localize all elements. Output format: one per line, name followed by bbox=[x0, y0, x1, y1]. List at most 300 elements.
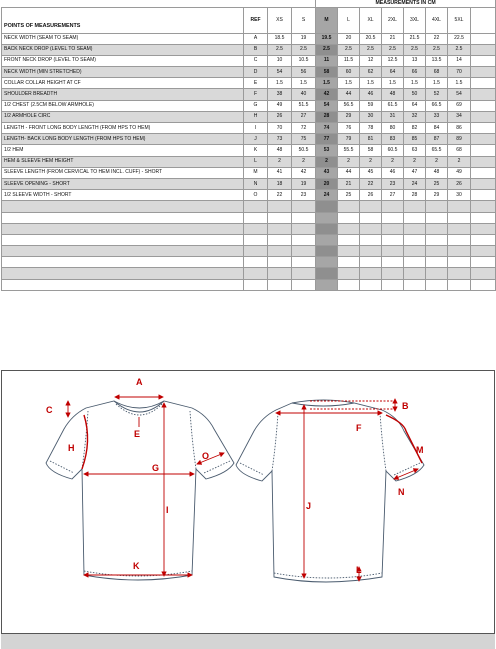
table-row bbox=[2, 44, 496, 55]
label-c: C bbox=[46, 405, 53, 415]
size-value: 2 bbox=[426, 156, 448, 167]
label-m: M bbox=[416, 445, 424, 455]
size-value: 21 bbox=[338, 178, 360, 189]
table-row bbox=[2, 78, 496, 89]
ref-code: J bbox=[244, 134, 268, 145]
size-value: 19 bbox=[292, 33, 316, 44]
size-value: 2.5 bbox=[404, 44, 426, 55]
size-value: 56 bbox=[292, 67, 316, 78]
blank-row bbox=[2, 246, 496, 257]
empty-cell bbox=[2, 257, 244, 268]
size-value: 51.5 bbox=[292, 100, 316, 111]
size-value: 49 bbox=[448, 167, 471, 178]
size-value: 34 bbox=[448, 111, 471, 122]
size-value: 50 bbox=[404, 89, 426, 100]
empty-cell bbox=[292, 201, 316, 212]
size-value: 2.5 bbox=[316, 44, 338, 55]
empty-cell bbox=[471, 212, 496, 223]
empty-cell bbox=[471, 167, 496, 178]
size-value: 76 bbox=[338, 123, 360, 134]
empty-cell bbox=[268, 279, 292, 290]
size-value: 2 bbox=[316, 156, 338, 167]
empty-cell bbox=[338, 279, 360, 290]
size-value: 68 bbox=[448, 145, 471, 156]
empty-cell bbox=[448, 212, 471, 223]
size-value: 21 bbox=[382, 33, 404, 44]
label-o: O bbox=[202, 451, 210, 461]
ref-code: N bbox=[244, 178, 268, 189]
size-value: 69 bbox=[448, 100, 471, 111]
back-tshirt-outline bbox=[236, 400, 424, 582]
size-value: 19.5 bbox=[316, 33, 338, 44]
table-row bbox=[2, 67, 496, 78]
empty-cell bbox=[244, 268, 268, 279]
size-value: 22 bbox=[268, 190, 292, 201]
size-value: 64 bbox=[404, 100, 426, 111]
empty-cell bbox=[316, 212, 338, 223]
size-value: 19 bbox=[292, 178, 316, 189]
ref-code: A bbox=[244, 33, 268, 44]
label-n: N bbox=[398, 487, 405, 497]
empty-cell bbox=[2, 268, 244, 279]
empty-cell bbox=[2, 279, 244, 290]
size-value: 1.5 bbox=[448, 78, 471, 89]
empty-cell bbox=[2, 223, 244, 234]
size-value: 46 bbox=[382, 167, 404, 178]
size-value: 20.5 bbox=[360, 33, 382, 44]
empty-cell bbox=[426, 268, 448, 279]
empty-cell bbox=[360, 223, 382, 234]
size-value: 1.5 bbox=[292, 78, 316, 89]
empty-cell bbox=[471, 111, 496, 122]
empty-cell bbox=[426, 212, 448, 223]
empty-cell bbox=[471, 78, 496, 89]
measurement-label: NECK WIDTH (MIN STRETCHED) bbox=[2, 67, 244, 78]
measurement-label: 1/2 HEM bbox=[2, 145, 244, 156]
empty-cell bbox=[448, 279, 471, 290]
size-value: 23 bbox=[292, 190, 316, 201]
size-value: 29 bbox=[426, 190, 448, 201]
size-value: 2.5 bbox=[338, 44, 360, 55]
empty-cell bbox=[471, 201, 496, 212]
measurement-label: 1/2 CHEST (2.5CM BELOW ARMHOLE) bbox=[2, 100, 244, 111]
size-value: 32 bbox=[404, 111, 426, 122]
size-value: 14 bbox=[448, 55, 471, 66]
size-header-2xl: 2XL bbox=[382, 7, 404, 33]
size-header-xl: XL bbox=[360, 7, 382, 33]
size-value: 70 bbox=[448, 67, 471, 78]
size-value: 26 bbox=[360, 190, 382, 201]
size-value: 30 bbox=[448, 190, 471, 201]
empty-cell bbox=[316, 268, 338, 279]
table-row bbox=[2, 33, 496, 44]
empty-cell bbox=[292, 279, 316, 290]
size-value: 28 bbox=[404, 190, 426, 201]
empty-cell bbox=[338, 201, 360, 212]
size-value: 2 bbox=[360, 156, 382, 167]
empty-cell bbox=[471, 100, 496, 111]
empty-cell bbox=[471, 178, 496, 189]
size-value: 79 bbox=[338, 134, 360, 145]
size-value: 75 bbox=[292, 134, 316, 145]
size-value: 61.5 bbox=[382, 100, 404, 111]
size-value: 60.5 bbox=[382, 145, 404, 156]
empty-cell bbox=[471, 89, 496, 100]
size-value: 2.5 bbox=[448, 44, 471, 55]
size-header-4xl: 4XL bbox=[426, 7, 448, 33]
size-value: 47 bbox=[404, 167, 426, 178]
size-value: 2 bbox=[404, 156, 426, 167]
size-value: 45 bbox=[360, 167, 382, 178]
ref-header: REF bbox=[244, 7, 268, 33]
size-value: 55.5 bbox=[338, 145, 360, 156]
empty-cell bbox=[426, 223, 448, 234]
empty-cell bbox=[471, 246, 496, 257]
measurement-label: COLLAR COLLAR HEIGHT AT CF bbox=[2, 78, 244, 89]
empty-cell bbox=[316, 257, 338, 268]
empty-cell bbox=[292, 257, 316, 268]
empty-cell bbox=[404, 234, 426, 245]
empty-cell bbox=[244, 257, 268, 268]
label-b: B bbox=[402, 401, 409, 411]
label-h: H bbox=[68, 443, 75, 453]
table-row bbox=[2, 190, 496, 201]
size-value: 56.5 bbox=[338, 100, 360, 111]
empty-cell bbox=[404, 279, 426, 290]
measurement-label: HEM & SLEEVE HEM HEIGHT bbox=[2, 156, 244, 167]
size-value: 28 bbox=[316, 111, 338, 122]
empty-cell bbox=[338, 246, 360, 257]
size-value: 66 bbox=[404, 67, 426, 78]
empty-cell bbox=[292, 223, 316, 234]
measurement-label: SHOULDER BREADTH bbox=[2, 89, 244, 100]
size-value: 29 bbox=[338, 111, 360, 122]
empty-cell bbox=[2, 234, 244, 245]
back-measure-labels bbox=[306, 401, 424, 575]
empty-cell bbox=[426, 257, 448, 268]
empty-cell bbox=[268, 257, 292, 268]
size-value: 2 bbox=[448, 156, 471, 167]
size-value: 2.5 bbox=[382, 44, 404, 55]
size-value: 59 bbox=[360, 100, 382, 111]
size-value: 1.5 bbox=[316, 78, 338, 89]
empty-cell bbox=[244, 234, 268, 245]
size-value: 33 bbox=[426, 111, 448, 122]
label-i: I bbox=[166, 505, 169, 515]
empty-cell bbox=[244, 212, 268, 223]
size-value: 20 bbox=[316, 178, 338, 189]
ref-code: E bbox=[244, 78, 268, 89]
table-row bbox=[2, 178, 496, 189]
empty-cell bbox=[426, 246, 448, 257]
size-header-s: S bbox=[292, 7, 316, 33]
empty-cell bbox=[360, 246, 382, 257]
label-g: G bbox=[152, 463, 160, 473]
size-value: 82 bbox=[404, 123, 426, 134]
empty-cell bbox=[338, 223, 360, 234]
blank-row bbox=[2, 223, 496, 234]
empty-cell bbox=[382, 201, 404, 212]
empty-cell bbox=[316, 279, 338, 290]
empty-cell bbox=[448, 223, 471, 234]
size-value: 63 bbox=[404, 145, 426, 156]
empty-cell bbox=[268, 223, 292, 234]
empty-cell bbox=[244, 201, 268, 212]
empty-cell bbox=[268, 246, 292, 257]
size-value: 40 bbox=[292, 89, 316, 100]
empty-cell bbox=[292, 212, 316, 223]
size-value: 1.5 bbox=[426, 78, 448, 89]
empty-cell bbox=[244, 223, 268, 234]
empty-cell bbox=[471, 223, 496, 234]
size-value: 1.5 bbox=[268, 78, 292, 89]
empty-cell bbox=[244, 246, 268, 257]
size-value: 44 bbox=[338, 167, 360, 178]
size-value: 65.5 bbox=[426, 145, 448, 156]
empty-cell bbox=[292, 234, 316, 245]
empty-cell bbox=[292, 246, 316, 257]
empty-cell bbox=[426, 201, 448, 212]
blank-cell bbox=[292, 0, 316, 7]
measurement-label: LENGTH- BACK LONG BODY LENGTH (FROM HPS TO HEM) bbox=[2, 134, 244, 145]
size-value: 21.5 bbox=[404, 33, 426, 44]
size-value: 64 bbox=[382, 67, 404, 78]
empty-cell bbox=[268, 268, 292, 279]
size-value: 80 bbox=[382, 123, 404, 134]
label-k: K bbox=[133, 561, 140, 571]
table-row bbox=[2, 55, 496, 66]
size-value: 78 bbox=[360, 123, 382, 134]
ref-code: F bbox=[244, 89, 268, 100]
empty-cell bbox=[360, 268, 382, 279]
size-value: 50.5 bbox=[292, 145, 316, 156]
measurement-label: SLEEVE LENGTH (FROM CERVICAL TO HEM INCL. CUFF) - SHORT bbox=[2, 167, 244, 178]
size-value: 46 bbox=[360, 89, 382, 100]
empty-cell bbox=[316, 223, 338, 234]
empty-cell bbox=[292, 268, 316, 279]
empty-cell bbox=[448, 246, 471, 257]
size-value: 1.5 bbox=[404, 78, 426, 89]
measurement-table bbox=[1, 0, 496, 291]
size-value: 31 bbox=[382, 111, 404, 122]
measurement-label: FRONT NECK DROP (LEVEL TO SEAM) bbox=[2, 55, 244, 66]
empty-cell bbox=[471, 156, 496, 167]
size-value: 22 bbox=[426, 33, 448, 44]
size-value: 11 bbox=[316, 55, 338, 66]
ref-code: I bbox=[244, 123, 268, 134]
empty-cell bbox=[382, 268, 404, 279]
empty-cell bbox=[471, 234, 496, 245]
empty-cell bbox=[360, 257, 382, 268]
size-value: 2 bbox=[268, 156, 292, 167]
size-value: 2 bbox=[292, 156, 316, 167]
garment-diagram bbox=[1, 370, 495, 634]
ref-code: O bbox=[244, 190, 268, 201]
empty-cell bbox=[382, 246, 404, 257]
empty-cell bbox=[448, 201, 471, 212]
label-l: L bbox=[356, 565, 362, 575]
blank-cell bbox=[268, 0, 292, 7]
empty-cell bbox=[382, 279, 404, 290]
size-value: 1.5 bbox=[382, 78, 404, 89]
table-row bbox=[2, 100, 496, 111]
empty-cell bbox=[448, 257, 471, 268]
size-value: 48 bbox=[268, 145, 292, 156]
size-value: 11.5 bbox=[338, 55, 360, 66]
ref-code: D bbox=[244, 67, 268, 78]
label-j: J bbox=[306, 501, 312, 511]
empty-cell bbox=[426, 279, 448, 290]
empty-cell bbox=[2, 246, 244, 257]
empty-cell bbox=[360, 279, 382, 290]
empty-cell bbox=[268, 234, 292, 245]
size-value: 27 bbox=[292, 111, 316, 122]
blank-cell bbox=[2, 0, 244, 7]
size-value: 13 bbox=[404, 55, 426, 66]
size-value: 85 bbox=[404, 134, 426, 145]
empty-cell bbox=[448, 268, 471, 279]
empty-cell bbox=[404, 223, 426, 234]
empty-cell bbox=[2, 212, 244, 223]
empty-cell bbox=[404, 268, 426, 279]
size-value: 74 bbox=[316, 123, 338, 134]
label-a: A bbox=[136, 377, 143, 387]
size-value: 38 bbox=[268, 89, 292, 100]
table-header-row bbox=[2, 7, 496, 33]
empty-cell bbox=[338, 212, 360, 223]
empty-cell bbox=[316, 201, 338, 212]
blank-row bbox=[2, 268, 496, 279]
front-measure-lines bbox=[68, 397, 224, 576]
size-value: 10.5 bbox=[292, 55, 316, 66]
empty-cell bbox=[471, 257, 496, 268]
empty-cell bbox=[471, 67, 496, 78]
empty-cell bbox=[471, 190, 496, 201]
size-value: 18 bbox=[268, 178, 292, 189]
ref-code: H bbox=[244, 111, 268, 122]
empty-cell bbox=[382, 234, 404, 245]
size-value: 24 bbox=[404, 178, 426, 189]
size-value: 53 bbox=[316, 145, 338, 156]
empty-cell bbox=[244, 279, 268, 290]
size-value: 27 bbox=[382, 190, 404, 201]
size-value: 1.5 bbox=[338, 78, 360, 89]
size-header-l: L bbox=[338, 7, 360, 33]
points-header: POINTS OF MEASUREMENTS bbox=[2, 7, 244, 33]
measurement-label: SLEEVE OPENING - SHORT bbox=[2, 178, 244, 189]
size-value: 58 bbox=[316, 67, 338, 78]
empty-cell bbox=[268, 201, 292, 212]
table-title: MEASUREMENTS IN CM bbox=[316, 0, 496, 7]
size-value: 24 bbox=[316, 190, 338, 201]
empty-cell bbox=[338, 268, 360, 279]
ref-code: K bbox=[244, 145, 268, 156]
empty-cell bbox=[404, 246, 426, 257]
empty-cell bbox=[426, 234, 448, 245]
empty-cell bbox=[360, 234, 382, 245]
blank-row bbox=[2, 257, 496, 268]
size-value: 2.5 bbox=[426, 44, 448, 55]
size-value: 60 bbox=[338, 67, 360, 78]
blank-row bbox=[2, 279, 496, 290]
measurement-label: BACK NECK DROP (LEVEL TO SEAM) bbox=[2, 44, 244, 55]
table-row bbox=[2, 134, 496, 145]
ref-code: C bbox=[244, 55, 268, 66]
empty-cell bbox=[316, 234, 338, 245]
size-value: 12.5 bbox=[382, 55, 404, 66]
size-value: 2 bbox=[338, 156, 360, 167]
table-row bbox=[2, 89, 496, 100]
empty-cell bbox=[382, 212, 404, 223]
size-header-xs: XS bbox=[268, 7, 292, 33]
size-value: 10 bbox=[268, 55, 292, 66]
blank-row bbox=[2, 201, 496, 212]
ref-code: G bbox=[244, 100, 268, 111]
size-value: 58 bbox=[360, 145, 382, 156]
size-value: 54 bbox=[268, 67, 292, 78]
size-header-5xl: 5XL bbox=[448, 7, 471, 33]
size-value: 42 bbox=[292, 167, 316, 178]
label-e: E bbox=[134, 429, 141, 439]
empty-cell bbox=[471, 145, 496, 156]
size-value: 73 bbox=[268, 134, 292, 145]
empty-cell bbox=[404, 201, 426, 212]
size-value: 26 bbox=[268, 111, 292, 122]
measurement-label: NECK WIDTH (SEAM TO SEAM) bbox=[2, 33, 244, 44]
table-row bbox=[2, 123, 496, 134]
size-value: 87 bbox=[426, 134, 448, 145]
empty-cell bbox=[471, 123, 496, 134]
size-header-m: M bbox=[316, 7, 338, 33]
size-value: 81 bbox=[360, 134, 382, 145]
table-row bbox=[2, 167, 496, 178]
empty-cell bbox=[382, 257, 404, 268]
size-value: 44 bbox=[338, 89, 360, 100]
empty-cell bbox=[360, 201, 382, 212]
size-value: 2.5 bbox=[360, 44, 382, 55]
size-value: 66.5 bbox=[426, 100, 448, 111]
size-value: 2.5 bbox=[268, 44, 292, 55]
size-value: 23 bbox=[382, 178, 404, 189]
empty-cell bbox=[471, 33, 496, 44]
table-row bbox=[2, 145, 496, 156]
size-value: 22 bbox=[360, 178, 382, 189]
size-value: 25 bbox=[426, 178, 448, 189]
size-value: 42 bbox=[316, 89, 338, 100]
size-value: 43 bbox=[316, 167, 338, 178]
size-value: 48 bbox=[382, 89, 404, 100]
blank-row bbox=[2, 212, 496, 223]
empty-cell bbox=[404, 257, 426, 268]
size-value: 2.5 bbox=[292, 44, 316, 55]
size-value: 26 bbox=[448, 178, 471, 189]
empty-cell bbox=[316, 246, 338, 257]
size-value: 54 bbox=[316, 100, 338, 111]
size-value: 77 bbox=[316, 134, 338, 145]
size-value: 13.5 bbox=[426, 55, 448, 66]
size-value: 41 bbox=[268, 167, 292, 178]
size-value: 70 bbox=[268, 123, 292, 134]
front-tshirt-outline bbox=[46, 401, 234, 580]
table-row bbox=[2, 156, 496, 167]
size-value: 1.5 bbox=[360, 78, 382, 89]
empty-cell bbox=[382, 223, 404, 234]
size-value: 2 bbox=[382, 156, 404, 167]
ref-code: B bbox=[244, 44, 268, 55]
measurement-label: 1/2 ARMHOLE CIRC bbox=[2, 111, 244, 122]
size-value: 20 bbox=[338, 33, 360, 44]
size-value: 84 bbox=[426, 123, 448, 134]
